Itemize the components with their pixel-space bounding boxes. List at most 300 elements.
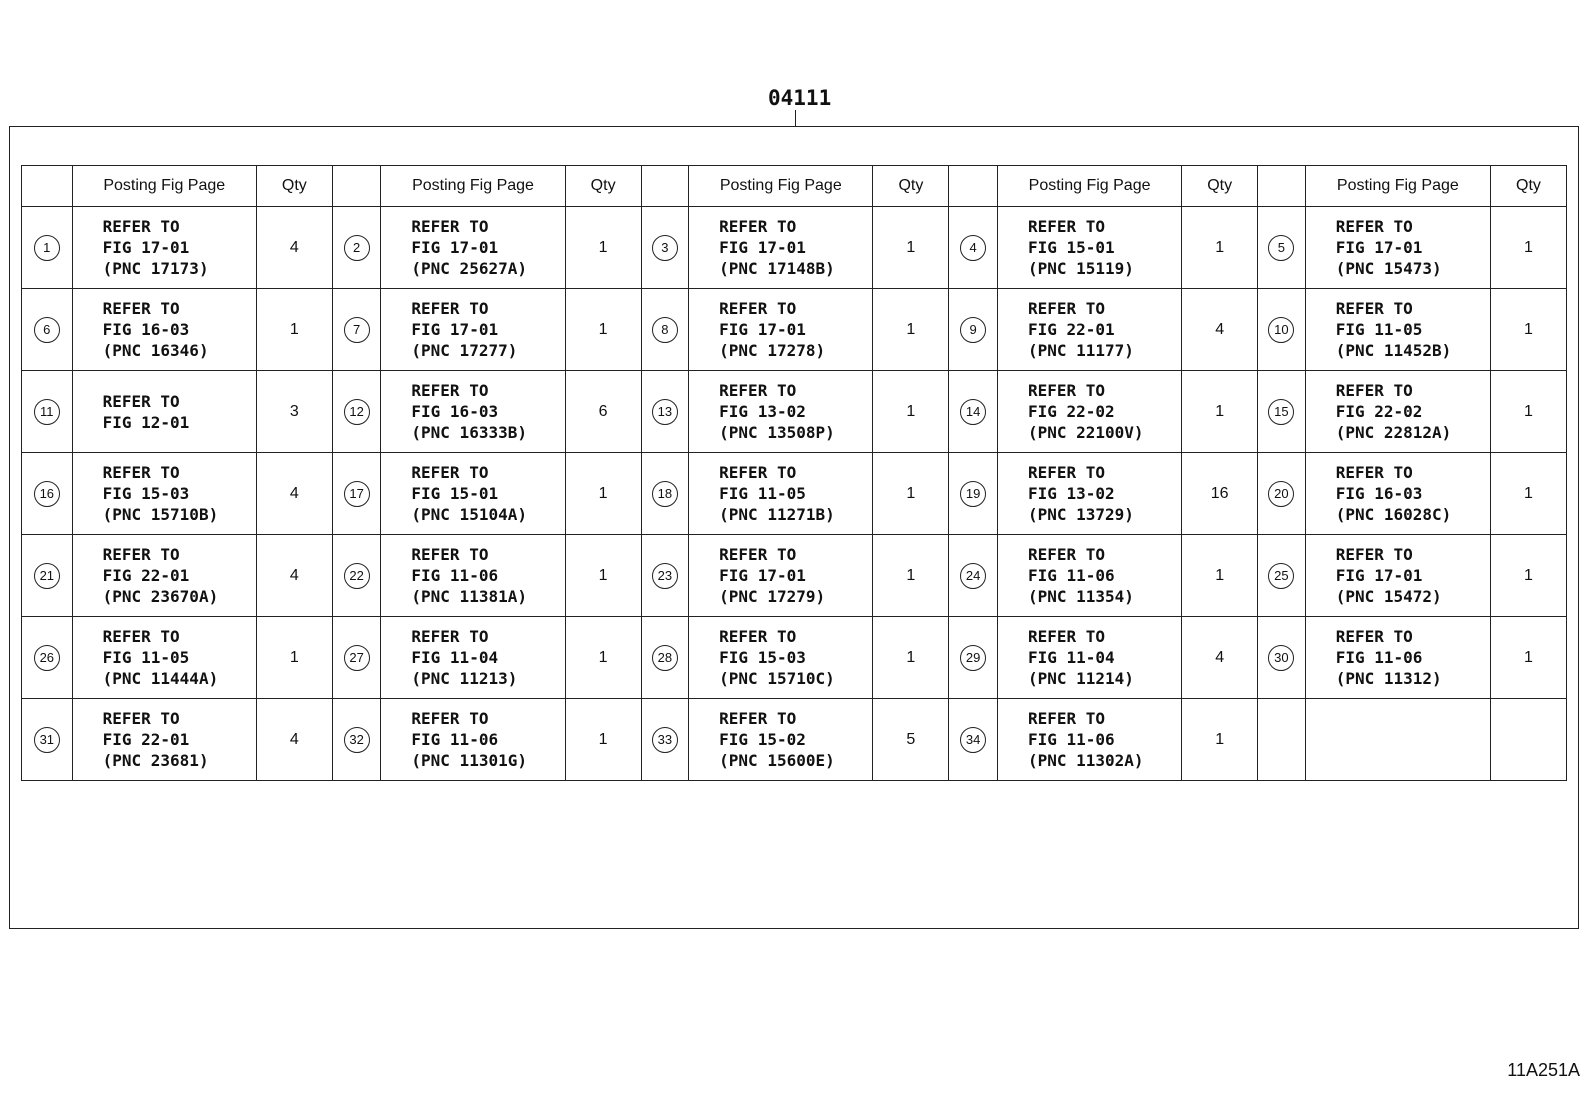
qty-value: 4 xyxy=(1215,648,1225,666)
qty-value: 4 xyxy=(1215,320,1225,338)
table-row xyxy=(22,617,1567,699)
item-number-badge: 27 xyxy=(344,645,370,671)
qty-cell xyxy=(873,207,949,289)
header-posting-cell: Posting Fig Page xyxy=(381,166,565,207)
item-number-cell xyxy=(641,617,689,699)
item-number-badge: 6 xyxy=(34,317,60,343)
reference-line: (PNC 15473) xyxy=(1335,259,1442,278)
item-number-cell xyxy=(949,371,998,453)
qty-cell xyxy=(1490,289,1566,371)
leader-line xyxy=(795,110,796,126)
reference-line: FIG 16-03 xyxy=(1335,484,1423,503)
posting-cell xyxy=(997,535,1181,617)
qty-value: 16 xyxy=(1210,484,1229,502)
qty-value: 1 xyxy=(906,484,916,502)
reference-line: FIG 11-06 xyxy=(1027,730,1115,749)
reference-line: FIG 11-05 xyxy=(1335,320,1423,339)
item-number-cell xyxy=(641,453,689,535)
item-number-badge: 13 xyxy=(652,399,678,425)
item-number-cell xyxy=(641,371,689,453)
qty-cell xyxy=(256,535,332,617)
item-number-badge: 20 xyxy=(1268,481,1294,507)
item-number-badge: 22 xyxy=(344,563,370,589)
reference-line: REFER TO xyxy=(102,391,180,411)
reference-line: FIG 13-02 xyxy=(719,402,806,421)
posting-cell xyxy=(381,207,565,289)
posting-cell xyxy=(381,453,565,535)
reference-line: FIG 22-01 xyxy=(102,566,190,585)
item-number-badge: 18 xyxy=(652,481,678,507)
reference-line: (PNC 11444A) xyxy=(102,669,219,688)
qty-value: 1 xyxy=(598,238,608,256)
qty-value: 1 xyxy=(289,648,299,666)
item-number-cell xyxy=(332,535,381,617)
item-number-badge: 24 xyxy=(960,563,986,589)
reference-line: (PNC 11452B) xyxy=(1335,341,1452,360)
qty-value: 1 xyxy=(1524,566,1533,584)
reference-line: REFER TO xyxy=(102,709,180,728)
item-number-cell xyxy=(332,289,381,371)
posting-cell xyxy=(72,535,256,617)
posting-cell xyxy=(72,453,256,535)
qty-cell xyxy=(873,617,949,699)
qty-cell xyxy=(256,699,332,781)
qty-value: 1 xyxy=(906,648,916,666)
reference-line: (PNC 11312) xyxy=(1335,669,1442,688)
qty-value: 4 xyxy=(289,484,299,502)
reference-line: FIG 11-06 xyxy=(1335,648,1423,667)
posting-cell xyxy=(997,207,1181,289)
reference-line: (PNC 11381A) xyxy=(411,587,527,606)
item-number-badge: 21 xyxy=(34,563,60,589)
qty-value: 1 xyxy=(598,730,608,748)
reference-line: FIG 11-04 xyxy=(411,648,499,667)
qty-cell xyxy=(565,207,641,289)
header-posting-cell: Posting Fig Page xyxy=(1305,166,1490,207)
item-number-badge: 7 xyxy=(344,317,370,343)
qty-value: 1 xyxy=(598,566,608,584)
item-number-cell xyxy=(332,699,381,781)
reference-line: FIG 16-03 xyxy=(102,320,190,339)
reference-line: (PNC 17148B) xyxy=(719,259,835,278)
qty-value: 1 xyxy=(1524,648,1533,666)
item-number-badge: 16 xyxy=(34,481,60,507)
header-number-cell xyxy=(22,166,73,207)
reference-line: (PNC 15119) xyxy=(1027,259,1134,278)
posting-cell xyxy=(689,617,873,699)
qty-value: 1 xyxy=(1215,402,1225,420)
reference-line: FIG 17-01 xyxy=(719,566,806,585)
item-number-cell xyxy=(641,289,689,371)
qty-cell xyxy=(565,453,641,535)
item-number-cell xyxy=(641,535,689,617)
qty-cell xyxy=(565,289,641,371)
qty-value: 1 xyxy=(1524,402,1533,420)
reference-line: (PNC 11271B) xyxy=(719,505,835,524)
reference-line: (PNC 17279) xyxy=(719,587,826,606)
header-number-cell xyxy=(641,166,689,207)
posting-cell xyxy=(381,617,565,699)
reference-line: (PNC 22100V) xyxy=(1027,423,1144,442)
posting-cell xyxy=(72,617,256,699)
illustration-code: 11A251A xyxy=(1507,1060,1580,1080)
reference-line: REFER TO xyxy=(411,299,489,318)
reference-line: REFER TO xyxy=(719,545,797,564)
item-number-cell xyxy=(332,371,381,453)
reference-line: (PNC 16333B) xyxy=(411,423,527,442)
posting-cell xyxy=(1305,535,1490,617)
qty-value: 1 xyxy=(598,484,608,502)
qty-cell xyxy=(1182,453,1258,535)
item-number-cell xyxy=(949,289,998,371)
reference-line: (PNC 23681) xyxy=(102,751,209,770)
item-number-badge: 4 xyxy=(960,235,986,261)
reference-line: FIG 22-02 xyxy=(1335,402,1423,421)
item-number-badge: 29 xyxy=(960,645,986,671)
item-number-cell xyxy=(1258,699,1306,781)
qty-cell xyxy=(256,617,332,699)
table-body xyxy=(22,207,1567,781)
header-qty-cell: Qty xyxy=(1182,166,1258,207)
reference-line: FIG 15-01 xyxy=(1027,238,1115,257)
reference-line: FIG 17-01 xyxy=(411,320,499,339)
item-number-badge: 14 xyxy=(960,399,986,425)
posting-cell xyxy=(1305,289,1490,371)
qty-cell xyxy=(873,453,949,535)
item-number-cell xyxy=(949,453,998,535)
qty-cell xyxy=(256,453,332,535)
reference-line: FIG 22-01 xyxy=(1027,320,1115,339)
reference-line: FIG 13-02 xyxy=(1027,484,1115,503)
header-number-cell xyxy=(1258,166,1306,207)
qty-value: 1 xyxy=(1215,730,1225,748)
item-number-cell xyxy=(22,535,73,617)
item-number-badge: 26 xyxy=(34,645,60,671)
qty-cell xyxy=(1490,453,1566,535)
item-number-badge: 12 xyxy=(344,399,370,425)
reference-line: FIG 17-01 xyxy=(411,238,499,257)
reference-line: REFER TO xyxy=(102,463,180,482)
reference-line: FIG 15-03 xyxy=(102,484,190,503)
reference-line: (PNC 11354) xyxy=(1027,587,1134,606)
item-number-cell xyxy=(1258,617,1306,699)
reference-line: REFER TO xyxy=(1027,545,1105,564)
item-number-cell xyxy=(1258,289,1306,371)
reference-line: REFER TO xyxy=(1027,217,1105,236)
header-qty-cell: Qty xyxy=(1490,166,1566,207)
item-number-badge: 25 xyxy=(1268,563,1294,589)
item-number-badge: 31 xyxy=(34,727,60,753)
reference-line: REFER TO xyxy=(1335,545,1413,564)
qty-cell xyxy=(1490,371,1566,453)
item-number-cell xyxy=(1258,207,1306,289)
qty-cell xyxy=(1490,617,1566,699)
item-number-badge: 11 xyxy=(34,399,60,425)
reference-line: REFER TO xyxy=(411,217,489,236)
item-number-badge: 1 xyxy=(34,235,60,261)
reference-line: REFER TO xyxy=(719,627,797,646)
item-number-badge: 19 xyxy=(960,481,986,507)
qty-cell xyxy=(1490,535,1566,617)
reference-line: REFER TO xyxy=(411,545,489,564)
reference-line: REFER TO xyxy=(719,217,797,236)
reference-line: (PNC 15600E) xyxy=(719,751,835,770)
qty-cell xyxy=(873,535,949,617)
reference-line: (PNC 11177) xyxy=(1027,341,1134,360)
item-number-cell xyxy=(332,617,381,699)
reference-line: (PNC 17173) xyxy=(102,259,209,278)
qty-value: 1 xyxy=(906,320,916,338)
qty-value: 1 xyxy=(1524,320,1533,338)
table-row xyxy=(22,207,1567,289)
reference-line: FIG 22-01 xyxy=(102,730,190,749)
reference-line: FIG 12-01 xyxy=(102,412,190,432)
table-row xyxy=(22,699,1567,781)
item-number-cell xyxy=(22,453,73,535)
item-number-badge: 2 xyxy=(344,235,370,261)
qty-cell xyxy=(256,207,332,289)
reference-line: REFER TO xyxy=(719,709,797,728)
posting-cell xyxy=(381,371,565,453)
reference-line: REFER TO xyxy=(1027,299,1105,318)
header-posting-cell: Posting Fig Page xyxy=(72,166,256,207)
qty-value: 4 xyxy=(289,566,299,584)
header-qty-cell: Qty xyxy=(873,166,949,207)
item-number-cell xyxy=(22,699,73,781)
reference-line: (PNC 23670A) xyxy=(102,587,219,606)
posting-cell xyxy=(381,535,565,617)
table-row xyxy=(22,371,1567,453)
qty-value: 1 xyxy=(1215,566,1225,584)
reference-line: REFER TO xyxy=(719,463,797,482)
qty-value: 3 xyxy=(289,402,299,420)
qty-cell xyxy=(256,289,332,371)
posting-cell xyxy=(1305,699,1490,781)
reference-line: FIG 15-02 xyxy=(719,730,806,749)
header-posting-cell: Posting Fig Page xyxy=(997,166,1181,207)
item-number-badge: 23 xyxy=(652,563,678,589)
reference-line: (PNC 11301G) xyxy=(411,751,527,770)
header-row xyxy=(22,166,1567,207)
reference-line: FIG 17-01 xyxy=(719,238,806,257)
posting-cell xyxy=(689,535,873,617)
reference-line: REFER TO xyxy=(1027,709,1105,728)
reference-line: FIG 11-05 xyxy=(719,484,806,503)
posting-cell xyxy=(997,617,1181,699)
posting-cell xyxy=(381,699,565,781)
posting-cell xyxy=(689,371,873,453)
qty-cell xyxy=(873,699,949,781)
item-number-cell xyxy=(949,207,998,289)
reference-line: (PNC 15710C) xyxy=(719,669,835,688)
posting-cell xyxy=(689,453,873,535)
table-header xyxy=(22,166,1567,207)
posting-cell xyxy=(689,207,873,289)
posting-cell xyxy=(689,289,873,371)
reference-line: FIG 17-01 xyxy=(1335,238,1423,257)
item-number-cell xyxy=(1258,371,1306,453)
item-number-cell xyxy=(1258,453,1306,535)
reference-line: FIG 16-03 xyxy=(411,402,499,421)
qty-cell xyxy=(565,699,641,781)
item-number-badge: 33 xyxy=(652,727,678,753)
reference-line: REFER TO xyxy=(102,299,180,318)
posting-cell xyxy=(72,207,256,289)
posting-cell xyxy=(997,371,1181,453)
reference-line: REFER TO xyxy=(411,463,489,482)
qty-value: 4 xyxy=(289,730,299,748)
qty-cell xyxy=(256,371,332,453)
posting-cell xyxy=(381,289,565,371)
reference-line: FIG 15-03 xyxy=(719,648,806,667)
reference-line: (PNC 16346) xyxy=(102,341,209,360)
header-number-cell xyxy=(949,166,998,207)
reference-line: (PNC 13508P) xyxy=(719,423,835,442)
qty-value: 1 xyxy=(598,648,608,666)
posting-cell xyxy=(997,453,1181,535)
qty-value: 1 xyxy=(906,402,916,420)
item-number-badge: 5 xyxy=(1268,235,1294,261)
qty-cell xyxy=(1182,699,1258,781)
posting-cell xyxy=(997,699,1181,781)
reference-line: (PNC 15710B) xyxy=(102,505,219,524)
reference-line: (PNC 25627A) xyxy=(411,259,527,278)
reference-line: FIG 17-01 xyxy=(1335,566,1423,585)
item-number-cell xyxy=(949,699,998,781)
reference-line: REFER TO xyxy=(719,299,797,318)
posting-cell xyxy=(72,371,256,453)
reference-line: REFER TO xyxy=(411,381,489,400)
reference-line: FIG 22-02 xyxy=(1027,402,1115,421)
item-number-cell xyxy=(949,617,998,699)
qty-value: 1 xyxy=(906,566,916,584)
header-posting-cell: Posting Fig Page xyxy=(689,166,873,207)
item-number-cell xyxy=(22,207,73,289)
reference-line: REFER TO xyxy=(1335,299,1413,318)
qty-value: 5 xyxy=(906,730,916,748)
qty-cell xyxy=(1490,699,1566,781)
qty-value: 1 xyxy=(1215,238,1225,256)
reference-line: REFER TO xyxy=(1335,463,1413,482)
item-number-badge: 9 xyxy=(960,317,986,343)
posting-cell xyxy=(1305,617,1490,699)
reference-line: REFER TO xyxy=(102,627,180,646)
posting-cell xyxy=(689,699,873,781)
reference-table xyxy=(21,165,1567,781)
reference-line: (PNC 13729) xyxy=(1027,505,1134,524)
qty-cell xyxy=(873,371,949,453)
reference-line: REFER TO xyxy=(1027,381,1105,400)
posting-cell xyxy=(72,699,256,781)
qty-value: 1 xyxy=(598,320,608,338)
reference-line: REFER TO xyxy=(1027,627,1105,646)
reference-line: FIG 11-05 xyxy=(102,648,190,667)
reference-line: (PNC 11302A) xyxy=(1027,751,1144,770)
reference-line: (PNC 17278) xyxy=(719,341,826,360)
qty-value: 1 xyxy=(906,238,916,256)
reference-line: FIG 17-01 xyxy=(102,238,190,257)
table-row xyxy=(22,453,1567,535)
item-number-cell xyxy=(332,453,381,535)
item-number-badge: 32 xyxy=(344,727,370,753)
reference-line: (PNC 17277) xyxy=(411,341,518,360)
reference-line: REFER TO xyxy=(102,217,180,236)
qty-cell xyxy=(1182,207,1258,289)
item-number-cell xyxy=(22,617,73,699)
qty-cell xyxy=(565,617,641,699)
reference-line: (PNC 15104A) xyxy=(411,505,527,524)
item-number-badge: 15 xyxy=(1268,399,1294,425)
qty-value: 4 xyxy=(289,238,299,256)
reference-line: (PNC 16028C) xyxy=(1335,505,1452,524)
reference-line: FIG 11-04 xyxy=(1027,648,1115,667)
qty-cell xyxy=(1490,207,1566,289)
item-number-badge: 3 xyxy=(652,235,678,261)
table-row xyxy=(22,289,1567,371)
item-number-badge: 30 xyxy=(1268,645,1294,671)
part-number-label: 04111 xyxy=(768,86,832,110)
reference-line: (PNC 22812A) xyxy=(1335,423,1452,442)
qty-cell xyxy=(873,289,949,371)
reference-line: FIG 11-06 xyxy=(411,566,499,585)
reference-line: REFER TO xyxy=(102,545,180,564)
reference-line: FIG 11-06 xyxy=(411,730,499,749)
reference-line: FIG 11-06 xyxy=(1027,566,1115,585)
qty-cell xyxy=(1182,371,1258,453)
qty-cell xyxy=(1182,535,1258,617)
item-number-cell xyxy=(1258,535,1306,617)
item-number-badge: 10 xyxy=(1268,317,1294,343)
qty-cell xyxy=(1182,289,1258,371)
posting-cell xyxy=(72,289,256,371)
qty-value: 1 xyxy=(289,320,299,338)
reference-line: REFER TO xyxy=(1335,381,1413,400)
item-number-cell xyxy=(641,207,689,289)
qty-cell xyxy=(565,371,641,453)
item-number-badge: 34 xyxy=(960,727,986,753)
qty-cell xyxy=(1182,617,1258,699)
item-number-badge: 8 xyxy=(652,317,678,343)
posting-cell xyxy=(1305,207,1490,289)
posting-cell xyxy=(997,289,1181,371)
table-row xyxy=(22,535,1567,617)
reference-line: (PNC 11213) xyxy=(411,669,518,688)
qty-value: 1 xyxy=(1524,484,1533,502)
item-number-cell xyxy=(949,535,998,617)
reference-line: REFER TO xyxy=(719,381,797,400)
item-number-badge: 17 xyxy=(344,481,370,507)
reference-line: FIG 17-01 xyxy=(719,320,806,339)
reference-line: REFER TO xyxy=(1027,463,1105,482)
item-number-cell xyxy=(332,207,381,289)
posting-cell xyxy=(1305,453,1490,535)
posting-cell xyxy=(1305,371,1490,453)
header-qty-cell: Qty xyxy=(256,166,332,207)
item-number-badge: 28 xyxy=(652,645,678,671)
reference-line: REFER TO xyxy=(1335,627,1413,646)
header-number-cell xyxy=(332,166,381,207)
item-number-cell xyxy=(641,699,689,781)
qty-value: 1 xyxy=(1524,238,1533,256)
header-qty-cell: Qty xyxy=(565,166,641,207)
reference-line: REFER TO xyxy=(1335,217,1413,236)
item-number-cell xyxy=(22,289,73,371)
qty-value: 6 xyxy=(598,402,608,420)
item-number-cell xyxy=(22,371,73,453)
qty-cell xyxy=(565,535,641,617)
reference-line: (PNC 11214) xyxy=(1027,669,1134,688)
reference-line: (PNC 15472) xyxy=(1335,587,1442,606)
